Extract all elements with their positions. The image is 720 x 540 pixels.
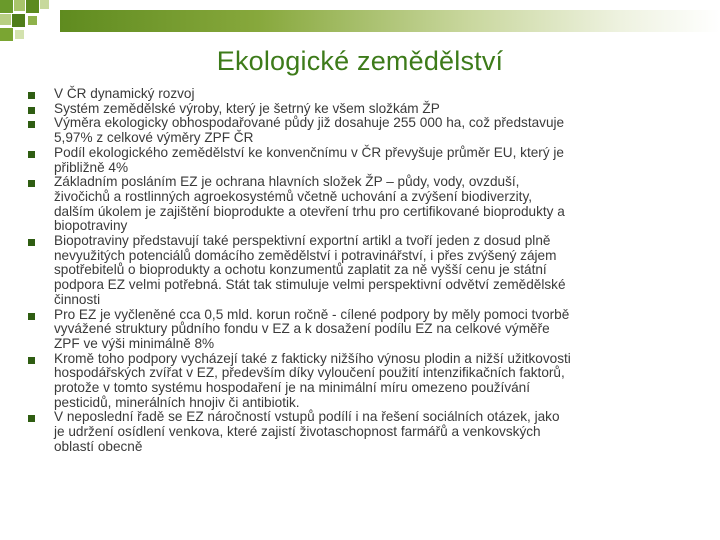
deco-square: [0, 0, 13, 13]
square-bullet-icon: [28, 121, 35, 128]
bullet-item: [28, 234, 708, 308]
deco-square: [12, 14, 25, 27]
bullet-text-line: živočichů a rostlinných agroekosystémů včetně uchování a zvýšení biodiverzity,: [54, 188, 533, 204]
bullet-text-line: činnosti: [54, 291, 101, 307]
deco-square: [15, 30, 24, 39]
bullet-text-line: ZPF ve výši minimálně 8%: [54, 335, 215, 351]
bullet-item: [28, 87, 708, 102]
bullet-text-line: pesticidů, minerálních hnojiv či antibiotik.: [54, 394, 300, 410]
deco-square: [0, 14, 11, 25]
header-accent-bar: [60, 10, 720, 32]
bullet-item: [28, 102, 708, 117]
slide-title: Ekologické zemědělství: [216, 46, 504, 76]
bullet-text-line: protože v tomto systému hospodaření je na minimální míru omezeno používání: [54, 380, 531, 396]
bullet-text-line: Základním posláním EZ je ochrana hlavních složek ŽP – půdy, vody, ovzduší,: [54, 174, 520, 190]
bullet-item: [28, 116, 708, 145]
bullet-item: [28, 146, 708, 175]
bullet-text-line: dalším úkolem je zajištění bioprodukte a otevření trhu pro certifikované bioprodukty a: [54, 203, 565, 219]
deco-square: [28, 16, 37, 25]
bullet-text-line: vyvážené struktury půdního fondu v EZ a k dosažení podílu EZ na celkové výměře: [54, 321, 550, 337]
bullet-item: [28, 308, 708, 352]
bullet-text-line: oblastí obecně: [54, 438, 143, 454]
square-bullet-icon: [28, 92, 35, 99]
square-bullet-icon: [28, 151, 35, 158]
bullet-text-line: Biopotraviny představují také perspektivní exportní artikl a tvoří jeden z dosud plně: [54, 233, 551, 249]
bullet-text-line: V ČR dynamický rozvoj: [54, 86, 195, 101]
bullet-text-line: Kromě toho podpory vycházejí také z fakticky nižšího výnosu plodin a nižší užitkovosti: [54, 350, 571, 366]
bullet-text-line: 5,97% z celkové výměry ZPF ČR: [54, 130, 254, 146]
decorative-squares: [0, 0, 60, 45]
bullet-text-line: spotřebitelů o bioprodukty a ochotu konzumentů zaplatit za ně vyšší cenu je státní: [54, 262, 547, 278]
bullet-item: [28, 175, 708, 234]
bullet-text-line: podpora EZ velmi potřebná. Stát tak stimuluje velmi perspektivní odvětví zemědělské: [54, 277, 566, 293]
bullet-text-line: přibližně 4%: [54, 159, 129, 175]
square-bullet-icon: [28, 415, 35, 422]
square-bullet-icon: [28, 357, 35, 364]
deco-square: [0, 28, 13, 41]
bullet-text-line: V neposlední řadě se EZ náročností vstupů podílí i na řešení sociálních otázek, jako: [54, 409, 560, 425]
bullet-text-line: je udržení osídlení venkova, které zajistí životaschopnost farmářů a venkovských: [54, 424, 541, 440]
square-bullet-icon: [28, 107, 35, 114]
bullet-text-line: Pro EZ je vyčleněné cca 0,5 mld. korun ročně - cílené podpory by měly pomoci tvorbě: [54, 306, 570, 322]
bullet-text-line: Systém zemědělské výroby, který je šetrný ke všem složkám ŽP: [54, 100, 440, 116]
bullet-text-line: Výměra ekologicky obhospodařované půdy již dosahuje 255 000 ha, což představuje: [54, 115, 565, 131]
bullet-text-line: biopotraviny: [54, 218, 128, 234]
bullet-text-line: hospodářských zvířat v EZ, především díky vyloučení použití intenzifikačních faktorů,: [54, 365, 565, 381]
bullet-text-line: nevyužitých potenciálů domácího zemědělství i potravinářství, i přes zvýšený zájem: [54, 247, 557, 263]
square-bullet-icon: [28, 313, 35, 320]
bullet-item: [28, 410, 708, 454]
square-bullet-icon: [28, 239, 35, 246]
deco-square: [14, 0, 25, 11]
bullet-item: [28, 352, 708, 411]
deco-square: [26, 0, 39, 13]
square-bullet-icon: [28, 180, 35, 187]
bullet-list: [28, 87, 708, 455]
deco-square: [40, 0, 49, 9]
bullet-text-line: Podíl ekologického zemědělství ke konvenčnímu v ČR převyšuje průměr EU, který je: [54, 144, 564, 160]
